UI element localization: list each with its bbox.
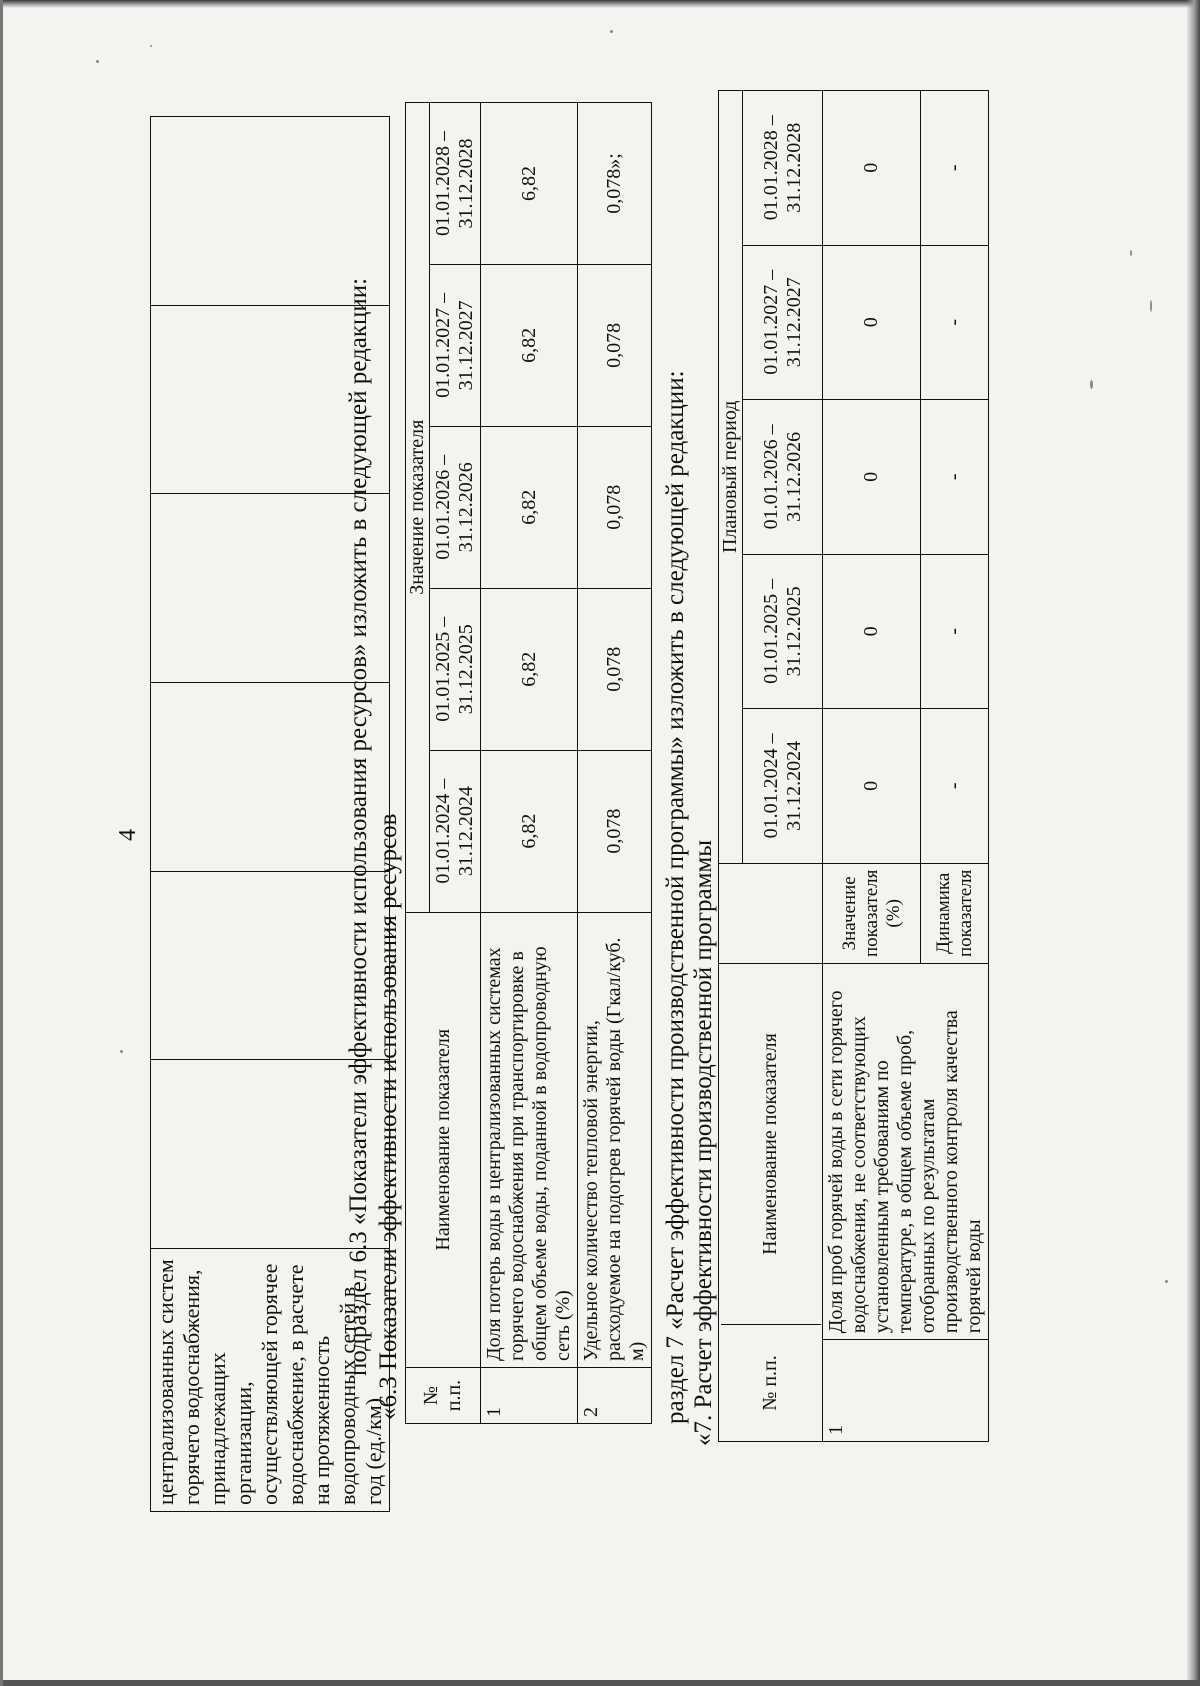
table-row: 1 Доля потерь воды в централизованных системах горячего водоснабжения при транспортировке в общем объеме воды, поданной в водопроводную сеть (%) 6,82 6,82 6,82 6,82 6,82 xyxy=(481,103,578,1424)
period-header: 01.01.2024 – 31.12.2024 xyxy=(430,750,481,912)
period-header: 01.01.2025 – 31.12.2025 xyxy=(743,554,823,709)
header-name: Наименование показателя xyxy=(759,1033,781,1255)
header-value: Значение показателя xyxy=(406,103,430,913)
period-header: 01.01.2026 – 31.12.2026 xyxy=(743,400,823,555)
section-6-3-intro: подраздел 6.3 «Показатели эффективности использования ресурсов» изложить в следующей редакции: xyxy=(345,277,372,1376)
header-name: Наименование показателя xyxy=(406,912,481,1368)
period-header: 01.01.2025 – 31.12.2025 xyxy=(430,588,481,750)
table-row: 2 Удельное количество тепловой энергии, расходуемое на подогрев горячей воды (Гкал/куб. м) 0,078 0,078 0,078 0,078 0,078»; xyxy=(578,103,652,1424)
section-6-3-title: «6.3 Показатели эффективности использования ресурсов xyxy=(375,813,402,1420)
indicator-name: Доля потерь воды в централизованных системах горячего водоснабжения при транспортировке в общем объеме воды, поданной в водопроводную сеть (%) xyxy=(481,912,578,1368)
section-7-title: «7. Расчет эффективности производственной программы xyxy=(690,839,717,1446)
period-header: 01.01.2027 – 31.12.2027 xyxy=(743,245,823,400)
table-row: 1 Доля проб горячей воды в сети горячего водоснабжения, не соответствующих установленным требованиям по температуре, в общем объеме проб, отобранных по результатам производственного контроля качества горячей воды Значение показателя (%) 0 0 0 0 0 xyxy=(823,91,921,1442)
intro-table-text: централизованных систем горячего водоснабжения, принадлежащих организации, осуществляющей горячее водоснабжение, в расчете на протяженность водопроводных сетей в год (ед./км) xyxy=(151,1249,390,1512)
period-header: 01.01.2024 – 31.12.2024 xyxy=(743,709,823,864)
header-num: № п.п. xyxy=(406,1368,481,1424)
indicator-name: Удельное количество тепловой энергии, расходуемое на подогрев горячей воды (Гкал/куб. м) xyxy=(578,912,652,1368)
period-header: 01.01.2028 – 31.12.2028 xyxy=(743,91,823,246)
subrow-value-label: Значение показателя (%) xyxy=(823,863,921,963)
indicator-name: Доля проб горячей воды в сети горячего водоснабжения, не соответствующих установленным требованиям по температуре, в общем объеме проб, отобранных по результатам производственного контроля качества горячей воды xyxy=(823,964,989,1340)
program-efficiency-table xyxy=(718,90,989,1442)
header-num: № п.п. xyxy=(721,1325,821,1442)
resource-efficiency-table xyxy=(405,102,652,1424)
header-plan: Плановый период xyxy=(719,91,743,864)
page-number: 4 xyxy=(115,829,141,841)
subrow-dynamics-label: Динамика показателя xyxy=(921,863,989,963)
section-7-intro: раздел 7 «Расчет эффективности производственной программы» изложить в следующей редакции: xyxy=(662,370,689,1424)
period-header: 01.01.2026 – 31.12.2026 xyxy=(430,426,481,588)
period-header: 01.01.2027 – 31.12.2027 xyxy=(430,264,481,426)
period-header: 01.01.2028 – 31.12.2028 xyxy=(430,103,481,265)
table-row: Динамика показателя - - - - - xyxy=(921,91,989,1442)
